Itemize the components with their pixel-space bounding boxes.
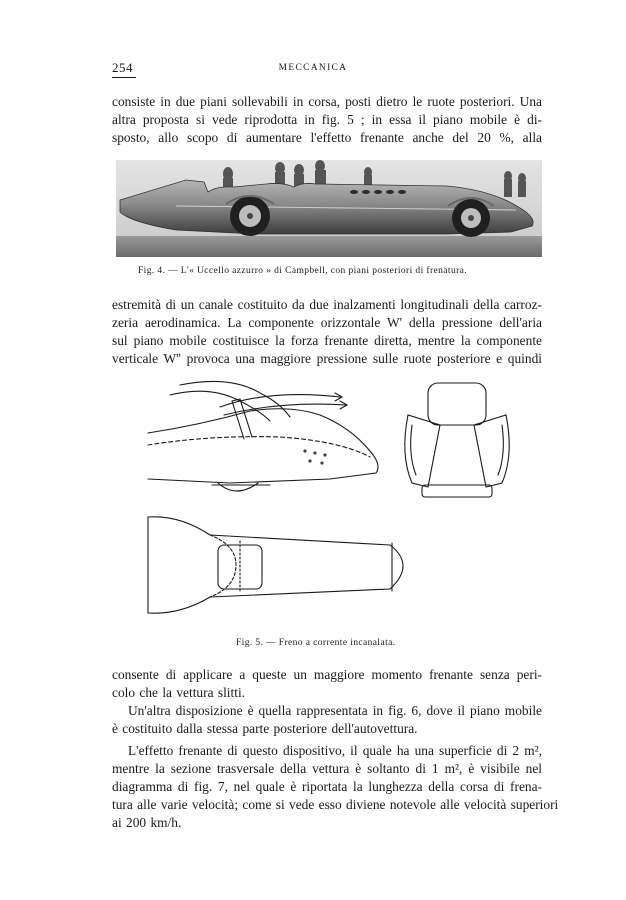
- text-line: consiste in due piani sollevabili in corsa, posti dietro le ruote posteriori. Una: [112, 94, 542, 109]
- text-line: colo che la vettura slitti.: [112, 685, 246, 700]
- text-line: diagramma di fig. 7, nel quale è riportata la lunghezza della corsa di frena-: [112, 779, 542, 794]
- text-line: sposto, allo scopo di aumentare l'effetto frenante anche del 20 %, alla: [112, 130, 542, 145]
- text-line: estremità di un canale costituito da due inalzamenti longitudinali della carroz-: [112, 297, 542, 312]
- text-line: è costituito dalla stessa parte posteriore dell'autovettura.: [112, 721, 418, 736]
- text-line: mentre la sezione trasversale della vettura è soltanto di 1 m², è visibile nel: [112, 761, 542, 776]
- page-number: 254: [112, 60, 133, 75]
- text-line: L'effetto frenante di questo dispositivo, il quale ha una superficie di 2 m²,: [128, 743, 542, 758]
- text-line: consente di applicare a queste un maggiore momento frenante senza peri-: [112, 667, 542, 682]
- text-line: zeria aerodinamica. La componente orizzontale W' della pressione dell'aria: [112, 315, 542, 330]
- text-line: verticale W'' provoca una maggiore pressione sulle ruote posteriore e quindi: [112, 351, 542, 366]
- page-number-underline: [112, 77, 136, 78]
- channeled-brake-drawing: [140, 375, 530, 620]
- running-head: MECCANICA: [278, 63, 348, 73]
- text-line: sul piano mobile costituisce la forza frenante diretta, mentre la componente: [112, 333, 542, 348]
- figure-4-caption: Fig. 4. — L'« Uccello azzurro » di Campbell, con piani posteriori di frenatura.: [138, 266, 468, 276]
- text-line: tura alle varie velocità; come si vede esso diviene notevole alle velocità superiori: [112, 797, 559, 812]
- text-line: ai 200 km/h.: [112, 815, 182, 830]
- bluebird-car-photo: [116, 160, 542, 257]
- figure-5-caption: Fig. 5. — Freno a corrente incanalata.: [236, 638, 396, 648]
- text-line: Un'altra disposizione è quella rappresentata in fig. 6, dove il piano mobile: [128, 703, 542, 718]
- text-line: altra proposta si vede riprodotta in fig. 5 ; in essa il piano mobile è di-: [112, 112, 542, 127]
- figure-4-photo: [116, 160, 542, 257]
- figure-5-diagram: [140, 375, 530, 620]
